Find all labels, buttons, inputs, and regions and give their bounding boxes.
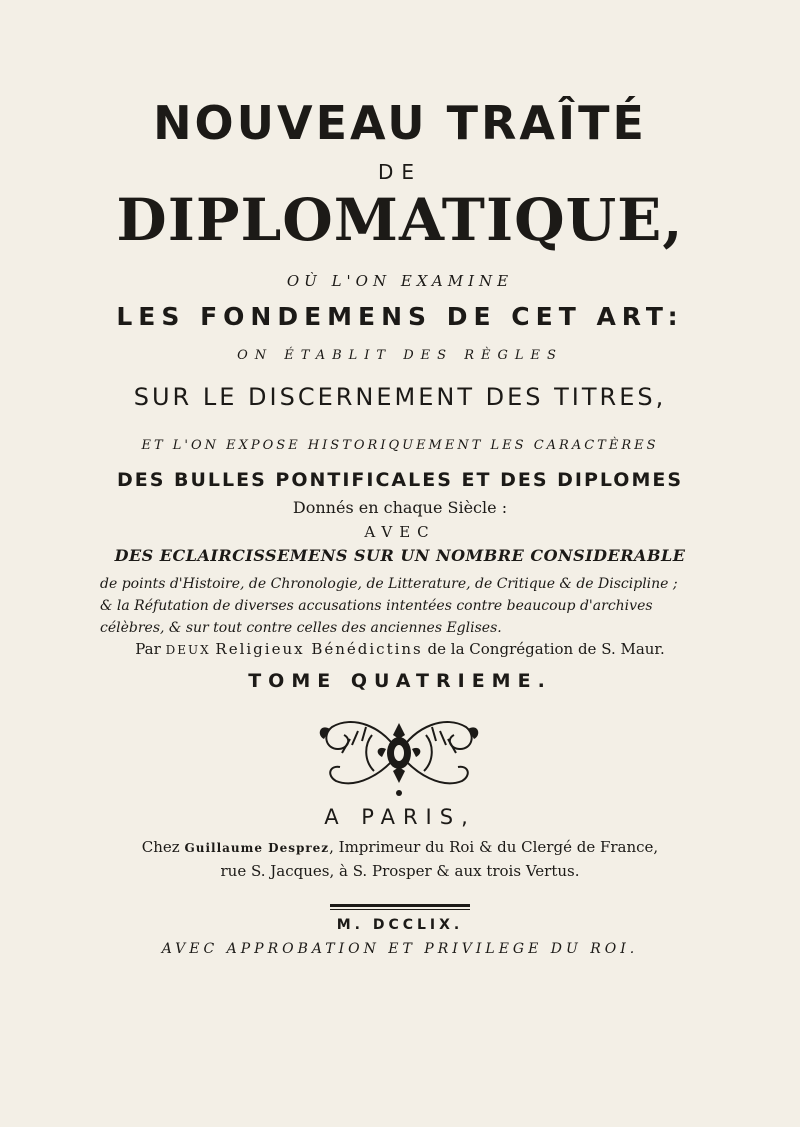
subtitle-expose: ET L'ON EXPOSE HISTORIQUEMENT LES CARACTÈRES <box>141 438 659 453</box>
paragraph-line-2: & la Réfutation de diverses accusations intentées contre beaucoup d'archives <box>100 598 653 614</box>
tome-label: TOME QUATRIEME. <box>248 670 552 692</box>
imprint-city: A PARIS, <box>324 805 476 829</box>
title-de: DE <box>377 160 423 184</box>
subtitle-etablit: ON ÉTABLIT DES RÈGLES <box>237 348 563 363</box>
subtitle-avec: AVEC <box>364 523 436 541</box>
subtitle-fondemens: LES FONDEMENS DE CET ART: <box>116 302 684 331</box>
imprint-address: rue S. Jacques, à S. Prosper & aux trois Vertus. <box>220 862 580 880</box>
authors-religieux: Religieux Bénédictins <box>215 640 423 658</box>
authors-congregation: de la Congrégation de S. Maur. <box>427 640 665 658</box>
imprint-rule-thick <box>330 904 470 907</box>
title-line-2: DIPLOMATIQUE, <box>116 186 684 254</box>
imprint-approbation: AVEC APPROBATION ET PRIVILEGE DU ROI. <box>161 941 639 957</box>
imprint-printer-role: , Imprimeur du Roi & du Clergé de France, <box>329 838 659 856</box>
imprint-year: M. DCCLIX. <box>336 917 464 933</box>
imprint-printer-line <box>0 838 800 856</box>
imprint-rule-thin <box>330 909 470 910</box>
subtitle-discernement: SUR LE DISCERNEMENT DES TITRES, <box>133 383 667 411</box>
paragraph-line-3: célèbres, & sur tout contre celles des anciennes Eglises. <box>100 620 502 636</box>
authors-line <box>0 640 800 658</box>
imprint-printer-name: Guillaume Desprez <box>184 841 330 855</box>
fleuron-ornament-icon <box>312 705 486 801</box>
description-paragraph <box>100 573 720 639</box>
authors-deux: DEUX <box>165 643 211 657</box>
subtitle-eclaircissemens: DES ECLAIRCISSEMENS SUR UN NOMBRE CONSIDERABLE <box>114 546 686 565</box>
subtitle-ou: OÙ L'ON EXAMINE <box>286 272 514 290</box>
subtitle-donnes: Donnés en chaque Siècle : <box>292 498 508 517</box>
subtitle-bulles: DES BULLES PONTIFICALES ET DES DIPLOMES <box>116 469 684 491</box>
paragraph-line-1: de points d'Histoire, de Chronologie, de Litterature, de Critique & de Discipline ; <box>100 576 678 592</box>
title-line-1: NOUVEAU TRAÎTÉ <box>153 96 647 150</box>
imprint-chez: Chez <box>141 838 180 856</box>
authors-par: Par <box>135 640 161 658</box>
